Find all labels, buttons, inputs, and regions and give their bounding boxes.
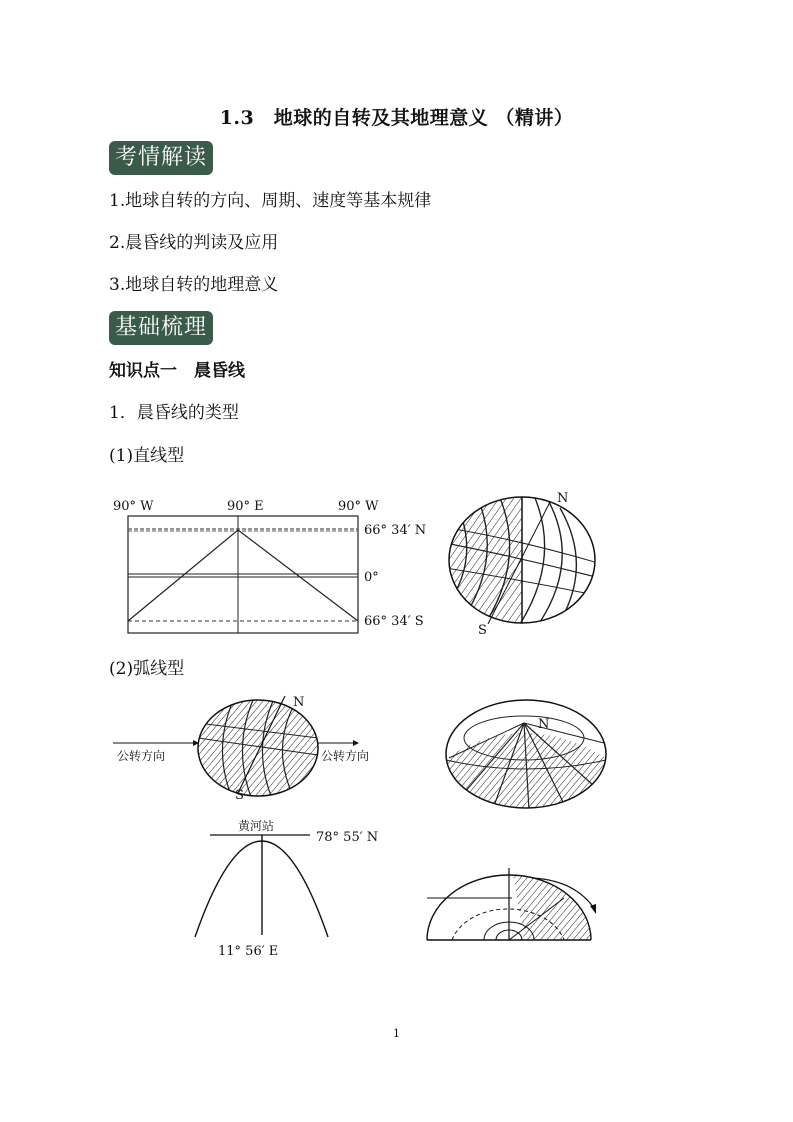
subheading: 1．晨昏线的类型 — [109, 403, 239, 423]
label-90w-left: 90° W — [113, 499, 154, 514]
exam-point-2: 2.晨昏线的判读及应用 — [109, 233, 279, 253]
label-lat: 78° 55′ N — [316, 830, 379, 845]
label-revolution-right: 公转方向 — [321, 749, 370, 763]
label-revolution-left: 公转方向 — [117, 749, 166, 763]
exam-point-1: 1.地球自转的方向、周期、速度等基本规律 — [109, 191, 432, 211]
label-equator: 0° — [364, 570, 379, 585]
type-arc-label: (2)弧线型 — [109, 659, 185, 679]
label-north: N — [557, 491, 569, 506]
figure-rect-map — [110, 493, 440, 638]
knowledge-point-heading: 知识点一 晨昏线 — [109, 361, 245, 381]
figure-semicircle-rotation — [424, 868, 609, 943]
section-badge-exam: 考情解读 — [109, 141, 213, 175]
exam-point-3: 3.地球自转的地理意义 — [109, 275, 279, 295]
label-90w-right: 90° W — [338, 499, 379, 514]
label-90e: 90° E — [227, 499, 264, 514]
page-number: 1 — [393, 1027, 400, 1040]
label-south: S — [235, 788, 244, 803]
label-lon: 11° 56′ E — [218, 944, 279, 959]
figure-globe-equinox — [440, 488, 605, 638]
label-north: N — [538, 717, 550, 732]
type-straight-label: (1)直线型 — [109, 446, 185, 466]
label-north: N — [293, 695, 305, 710]
figure-globe-revolution — [113, 693, 403, 803]
figure-globe-polar-view — [444, 698, 609, 813]
page-title: 1.3 地球的自转及其地理意义 （精讲） — [219, 107, 574, 129]
label-lat-s: 66° 34′ S — [364, 614, 424, 629]
label-station: 黄河站 — [238, 819, 275, 833]
label-south: S — [478, 623, 487, 638]
figure-parabola-station — [190, 815, 400, 960]
label-lat-n: 66° 34′ N — [364, 523, 427, 538]
section-badge-basics: 基础梳理 — [109, 311, 213, 345]
